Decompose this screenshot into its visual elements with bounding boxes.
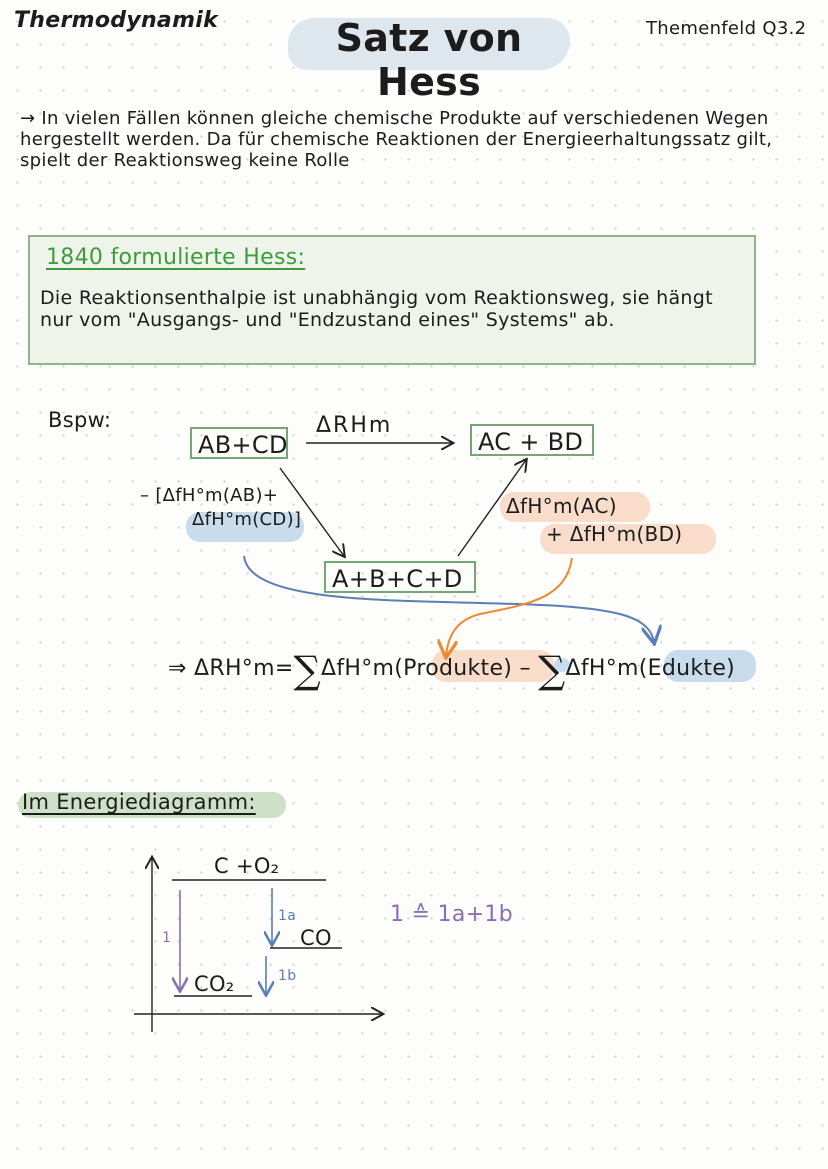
step-relation: 1 ≙ 1a+1b (390, 902, 513, 927)
reaction-enthalpy-label: ΔRHm (316, 413, 393, 438)
subject-title: Thermodynamik (14, 8, 219, 33)
page-title: Satz von Hess (335, 16, 523, 104)
topic-label: Themenfeld Q3.2 (646, 18, 807, 39)
formation-arrow (458, 460, 526, 556)
products-box: AC + BD (470, 424, 594, 456)
hess-box-heading: 1840 formulierte Hess: (46, 245, 306, 270)
sum-icon: ∑ (293, 648, 322, 692)
orange-curve-arrow (446, 558, 572, 656)
level-label-top: C +O₂ (214, 854, 280, 878)
left-formula-line-1: – [ΔfH°m(AB)+ (140, 485, 279, 506)
energy-diagram-heading: Im Energiediagramm: (22, 790, 256, 814)
hess-box-text: Die Reaktionsenthalpie ist unabhängig vom Reaktionsweg, sie hängt nur vom "Ausgangs- und "Endzustand eines" Systems" ab. (40, 287, 713, 331)
level-label-bottom: CO₂ (194, 972, 235, 996)
step-1b-label: 1b (278, 968, 297, 984)
elements-box: A+B+C+D (324, 561, 476, 593)
step-1-label: 1 (162, 930, 172, 946)
hess-result-equation (168, 648, 735, 692)
result-minus: – (519, 656, 531, 681)
blue-curve-arrow (244, 556, 654, 642)
right-formula-line-1: ΔfH°m(AC) (506, 494, 617, 518)
result-prefix: ⇒ ΔRH°m= (168, 656, 294, 681)
decomposition-arrow (280, 468, 344, 556)
step-1a-label: 1a (278, 908, 297, 924)
right-formula-line-2: + ΔfH°m(BD) (546, 522, 683, 546)
arrow-icon: → (20, 108, 36, 129)
sum-icon-2: ∑ (538, 648, 566, 692)
left-formula-line-2: ΔfH°m(CD)] (192, 509, 302, 530)
reactants-box: AB+CD (190, 427, 288, 459)
level-label-mid: CO (300, 926, 332, 950)
result-products-term: ΔfH°m(Produkte) (321, 656, 513, 681)
intro-text: In vielen Fällen können gleiche chemische Produkte auf verschiedenen Wegen hergestellt werden. Da für chemische Reaktionen der Energieerhaltungssatz gilt, spielt der Reaktionsweg keine Rolle (20, 108, 773, 171)
example-label: Bspw: (48, 408, 112, 432)
energy-diagram-heading-area (22, 790, 256, 814)
result-educts-term: ΔfH°m(Edukte) (565, 656, 736, 681)
